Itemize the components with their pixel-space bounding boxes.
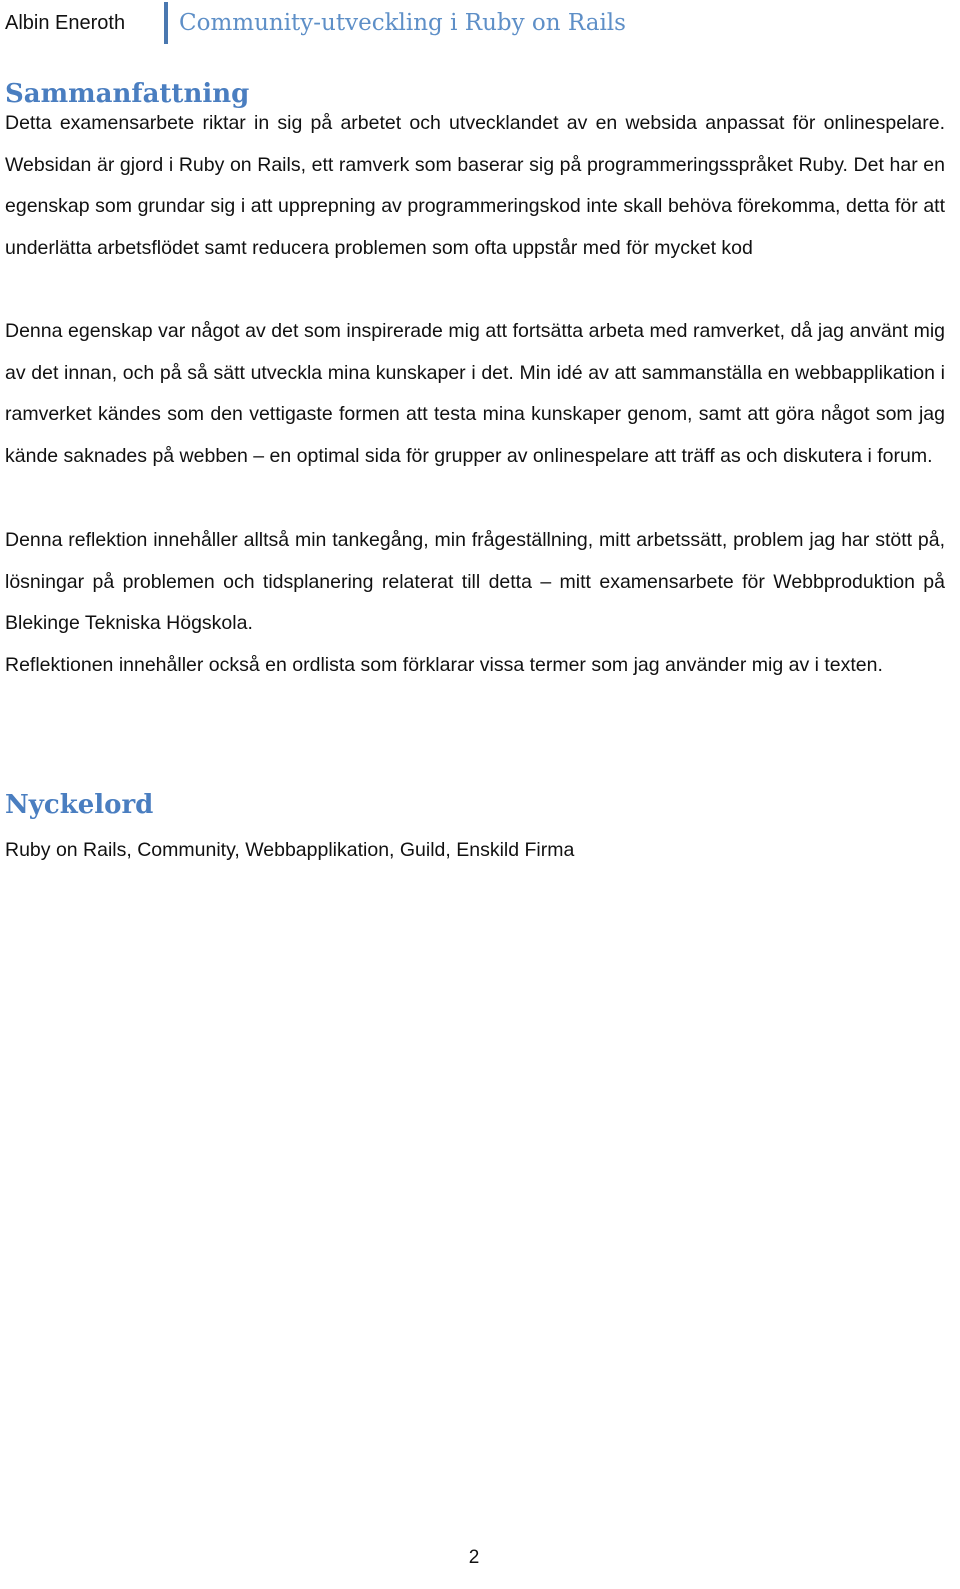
summary-heading: Sammanfattning — [5, 79, 250, 109]
summary-paragraph-3: Denna reflektion innehåller alltså min tankegång, min frågeställning, mitt arbetssätt, problem jag har stött på, lösningar på problemen och tidsplanering relaterat till detta – mitt examensarbete för Webbproduktion på Blekinge Tekniska Högskola. — [5, 529, 945, 635]
keywords-heading: Nyckelord — [5, 790, 154, 820]
page-header — [0, 0, 960, 48]
summary-paragraph-1: Detta examensarbete riktar in sig på arbetet och utvecklandet av en websida anpassat för onlinespelare. Websidan är gjord i Ruby on Rails, ett ramverk som baserar sig på programmeringsspråket Ruby. Det har en egenskap som grundar sig i att upprepning av programmeringskod inte skall behöva förekomma, detta för att underlätta arbetsflödet samt reducera problemen som ofta uppstår med för mycket kod — [5, 112, 945, 260]
header-divider — [164, 2, 168, 44]
header-title: Community-utveckling i Ruby on Rails — [179, 10, 626, 36]
header-author: Albin Eneroth — [5, 12, 126, 34]
summary-paragraph-2: Denna egenskap var något av det som inspirerade mig att fortsätta arbeta med ramverket, då jag använt mig av det innan, och på så sätt utveckla mina kunskaper i det. Min idé av att sammanställa en webbapplikation i ramverket kändes som den vettigaste formen att testa mina kunskaper genom, samt att göra något som jag kände saknades på webben – en optimal sida för grupper av onlinespelare att träff as och diskutera i forum. — [5, 320, 945, 468]
keywords-list: Ruby on Rails, Community, Webbapplikation, Guild, Enskild Firma — [5, 839, 575, 861]
page-number: 2 — [468, 1547, 480, 1568]
summary-paragraph-4: Reflektionen innehåller också en ordlista som förklarar vissa termer som jag använder mig av i texten. — [5, 654, 883, 676]
